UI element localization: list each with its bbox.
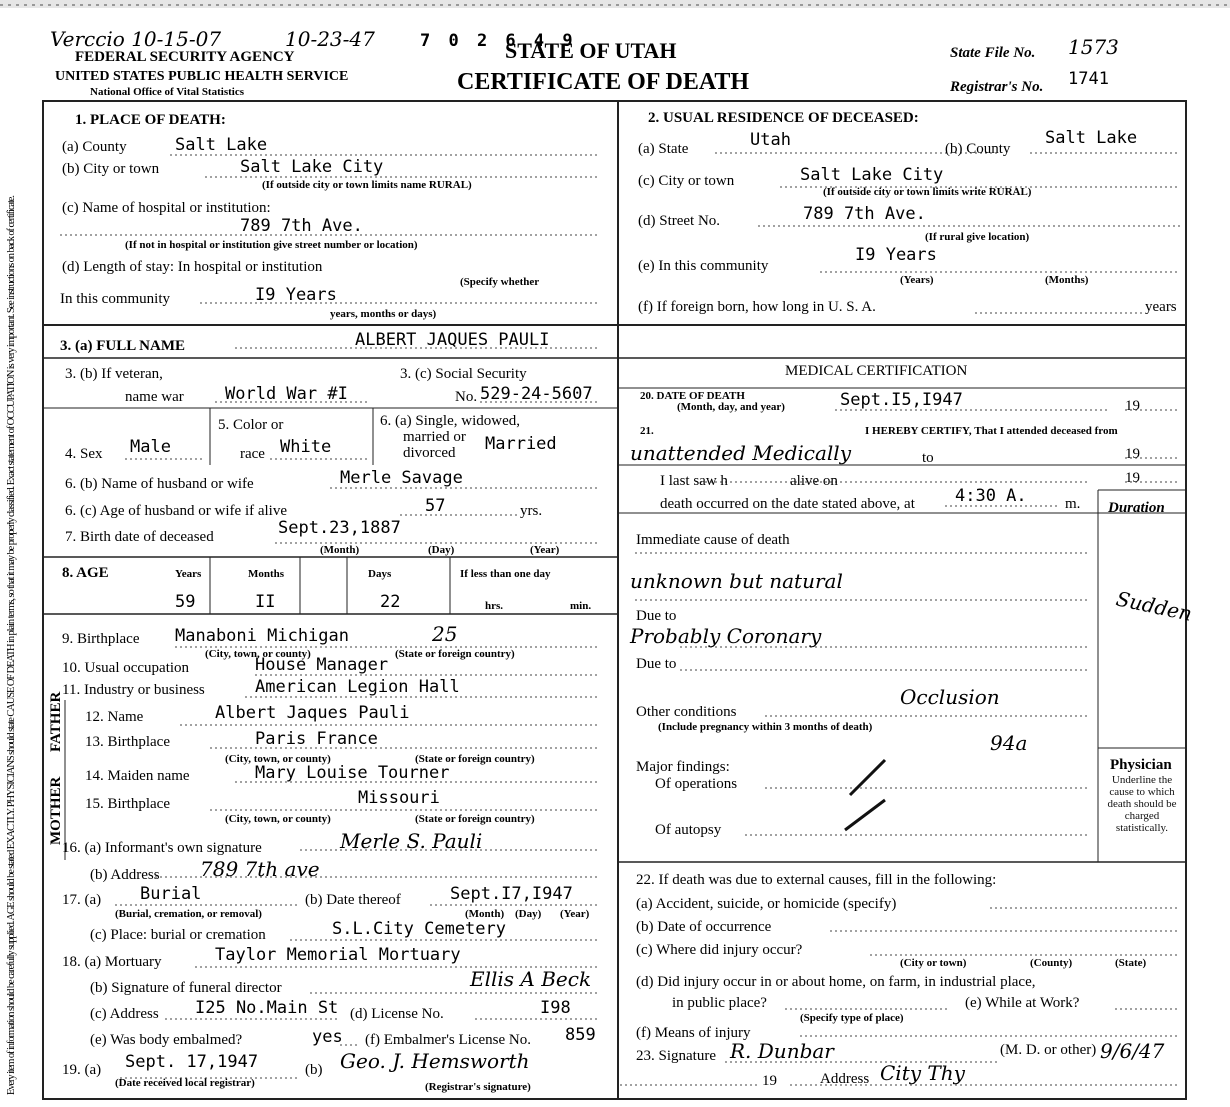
war-name: World War #I (225, 384, 348, 404)
age-min: min. (570, 600, 592, 612)
industry: American Legion Hall (255, 677, 460, 697)
operations-label: Of operations (655, 776, 738, 792)
license-number: I98 (540, 998, 571, 1018)
external-causes-label: 22. If death was due to external causes, fill in the following: (636, 872, 997, 888)
father-side-label: FATHER (48, 691, 64, 752)
res-city-note: (If outside city or town limits write RURAL) (823, 186, 1032, 198)
service-name: UNITED STATES PUBLIC HEALTH SERVICE (55, 69, 349, 84)
mother-side-label: MOTHER (48, 776, 64, 845)
immediate-cause: unknown but natural (630, 569, 843, 593)
res-street-label: (d) Street No. (638, 213, 721, 229)
father-state-caption: (State or foreign country) (415, 753, 535, 765)
specify-place-caption: (Specify type of place) (800, 1012, 904, 1024)
certify-text: I HEREBY CERTIFY, That I attended deceased from (865, 425, 1118, 437)
mother-birthplace: Missouri (358, 788, 440, 808)
nineteen-4: 19 (762, 1073, 777, 1089)
to-label: to (922, 450, 934, 466)
occurrence-label: (b) Date of occurrence (636, 919, 772, 935)
registrar-signature-label: (b) (305, 1062, 323, 1078)
duration-sudden: Sudden (1113, 586, 1195, 626)
death-occurred-label: death occurred on the date stated above, at (660, 496, 915, 512)
physician-signature: R. Dunbar (730, 1039, 834, 1063)
mortuary-address: I25 No.Main St (195, 998, 339, 1018)
res-months-unit: (Months) (1045, 274, 1089, 286)
birthplace: Manaboni Michigan (175, 626, 349, 646)
license-label: (d) License No. (350, 1006, 444, 1022)
state-file-number: 1573 (1068, 35, 1119, 59)
registrar-number: 1741 (1068, 69, 1109, 89)
mother-birthplace-label: 15. Birthplace (85, 796, 170, 812)
marital-label-3: divorced (403, 445, 456, 461)
death-date-num: 20. DATE OF DEATH (640, 390, 745, 402)
foreign-born-label: (f) If foreign born, how long in U. S. A. (638, 299, 876, 315)
age-days-label: Days (368, 568, 392, 580)
burial-date-label: (b) Date thereof (305, 892, 401, 908)
embalmed: yes (312, 1027, 343, 1047)
less-than-day-label: If less than one day (460, 568, 551, 580)
embalmed-label: (e) Was body embalmed? (90, 1032, 243, 1048)
res-state-label: (a) State (638, 141, 689, 157)
veteran-label: 3. (b) If veteran, (65, 366, 163, 382)
sex: Male (130, 437, 171, 457)
disposition: Burial (140, 884, 202, 904)
residence-heading: 2. USUAL RESIDENCE OF DECEASED: (648, 110, 919, 126)
classification-code: 94a (990, 731, 1028, 755)
sex-label: 4. Sex (65, 446, 103, 462)
nineteen-1: 19 (1125, 398, 1140, 414)
top-note-date: 10-23-47 (285, 27, 375, 51)
foreign-years-unit: years (1145, 299, 1177, 315)
day-caption: (Day) (428, 544, 455, 556)
full-name: ALBERT JAQUES PAULI (355, 330, 550, 350)
duration-heading: Duration (1108, 500, 1165, 516)
embalmer-license-label: (f) Embalmer's License No. (365, 1032, 531, 1048)
top-stamp-number: 7 0 2 6 4 9 (420, 31, 577, 51)
burial-place-label: (c) Place: burial or cremation (90, 927, 266, 943)
medical-heading: MEDICAL CERTIFICATION (785, 363, 968, 379)
spouse-age: 57 (425, 496, 446, 516)
occupation: House Manager (255, 655, 389, 675)
res-state: Utah (750, 130, 791, 150)
mortuary-address-label: (c) Address (90, 1006, 159, 1022)
certify-number: 21. (640, 425, 654, 437)
burial-year-caption: (Year) (560, 908, 590, 920)
mother-name-label: 14. Maiden name (85, 768, 190, 784)
res-county: Salt Lake (1045, 128, 1138, 148)
burial-day-caption: (Day) (515, 908, 542, 920)
hospital-name: 789 7th Ave. (240, 216, 363, 236)
birthplace-note: 25 (432, 622, 458, 646)
place-city-label: (b) City or town (62, 161, 160, 177)
injury-home-label: (d) Did injury occur in or about home, on farm, in industrial place, (636, 974, 1036, 990)
immediate-cause-label: Immediate cause of death (636, 532, 790, 548)
birthplace-label: 9. Birthplace (62, 631, 140, 647)
age-label: 8. AGE (62, 565, 109, 581)
place-heading: 1. PLACE OF DEATH: (75, 112, 226, 128)
date-of-death: Sept.I5,I947 (840, 390, 963, 410)
place-city-note: (If outside city or town limits name RURAL) (262, 179, 472, 191)
birth-date-label: 7. Birth date of deceased (65, 529, 214, 545)
md-caption: (M. D. or other) (1000, 1042, 1097, 1058)
informant-address-label: (b) Address (90, 867, 160, 883)
full-name-label: 3. (a) FULL NAME (60, 338, 185, 354)
father-name: Albert Jaques Pauli (215, 703, 410, 723)
race-label: race (240, 446, 265, 462)
burial-place: S.L.City Cemetery (332, 919, 506, 939)
mortuary: Taylor Memorial Mortuary (215, 945, 461, 965)
birth-date: Sept.23,1887 (278, 518, 401, 538)
mortuary-label: 18. (a) Mortuary (62, 954, 162, 970)
due-to-2-label: Due to (636, 656, 677, 672)
place-community: I9 Years (255, 285, 337, 305)
registrar-signature-caption: (Registrar's signature) (425, 1081, 531, 1093)
top-note: Verccio 10-15-07 (50, 27, 222, 51)
due-to-2: Occlusion (900, 685, 1000, 709)
res-community: I9 Years (855, 245, 937, 265)
funeral-director-label: (b) Signature of funeral director (90, 980, 282, 996)
physician-address-label: Address (820, 1071, 870, 1087)
ss-no-label: No. (455, 389, 478, 405)
specify-whether: (Specify whether (460, 276, 540, 288)
major-findings-label: Major findings: (636, 759, 730, 775)
spouse-name: Merle Savage (340, 468, 463, 488)
father-birthplace: Paris France (255, 729, 378, 749)
registrar-number-label: Registrar's No. (950, 79, 1044, 95)
place-community-note: years, months or days) (330, 308, 437, 320)
res-city-label: (c) City or town (638, 173, 735, 189)
res-years-unit: (Years) (900, 274, 934, 286)
social-security-number: 529-24-5607 (480, 384, 593, 404)
social-security-label: 3. (c) Social Security (400, 366, 527, 382)
marital-label: 6. (a) Single, widowed, (380, 413, 520, 429)
spouse-age-unit: yrs. (520, 503, 543, 519)
funeral-director-signature: Ellis A Beck (470, 967, 592, 991)
due-to-1: Probably Coronary (630, 624, 822, 648)
means-of-injury-label: (f) Means of injury (636, 1025, 751, 1041)
state-file-label: State File No. (950, 45, 1036, 61)
nineteen-3: 19 (1125, 470, 1140, 486)
hospital-note: (If not in hospital or institution give street number or location) (125, 239, 418, 251)
time-of-death: 4:30 A. (955, 486, 1027, 506)
burial-date: Sept.I7,I947 (450, 884, 573, 904)
age-years-label: Years (175, 568, 202, 580)
place-county: Salt Lake (175, 135, 268, 155)
place-county-label: (a) County (62, 139, 127, 155)
informant-address: 789 7th ave (200, 857, 320, 881)
mother-city-caption: (City, town, or county) (225, 813, 331, 825)
res-city: Salt Lake City (800, 165, 944, 185)
registrar-signature: Geo. J. Hemsworth (340, 1049, 530, 1073)
physician-title: Physician (1110, 757, 1172, 773)
race: White (280, 437, 332, 457)
year-caption: (Year) (530, 544, 560, 556)
disposition-label: 17. (a) (62, 892, 102, 908)
res-street-note: (If rural give location) (925, 231, 1030, 243)
res-community-label: (e) In this community (638, 258, 769, 274)
state-title: STATE OF UTAH (505, 38, 677, 63)
embalmer-license: 859 (565, 1025, 596, 1045)
side-instructions: Every item of information should be carefully supplied. AGE should be stated EXACTLY. PHYSICIANS should state CAUSE OF DEATH in plain terms, so that it may be properly classified. Exact statement of OCCUPATION is very important. See instructions on back of certificate. (6, 194, 17, 1095)
date-received: Sept. 17,1947 (125, 1052, 259, 1072)
occupation-label: 10. Usual occupation (62, 660, 190, 676)
date-received-caption: (Date received local registrar) (115, 1077, 255, 1089)
public-place-label: in public place? (672, 995, 767, 1011)
physician-address: City Thy (880, 1061, 965, 1085)
signature-label: 23. Signature (636, 1048, 716, 1064)
marital-label-2: married or (403, 429, 466, 445)
age-years: 59 (175, 592, 196, 612)
age-hrs: hrs. (485, 600, 504, 612)
due-to-1-label: Due to (636, 608, 677, 624)
industry-label: 11. Industry or business (62, 682, 205, 698)
place-city: Salt Lake City (240, 157, 384, 177)
physician-note: Underline the cause to which death should be charged statistically. (1107, 774, 1177, 834)
meridiem: m. (1065, 496, 1081, 512)
age-months: II (255, 592, 276, 612)
informant-signature: Merle S. Pauli (340, 829, 483, 853)
place-community-label: In this community (60, 291, 170, 307)
age-days: 22 (380, 592, 401, 612)
informant-signature-label: 16. (a) Informant's own signature (62, 840, 262, 856)
physician-note-box (1100, 774, 1184, 859)
res-county-label: (b) County (945, 141, 1011, 157)
received-label: 19. (a) (62, 1062, 102, 1078)
burial-date-caption: (Month) (465, 908, 505, 920)
name-war-label: name war (125, 389, 184, 405)
unattended-note: unattended Medically (630, 441, 852, 465)
birthplace-city-caption: (City, town, or county) (205, 648, 311, 660)
agency-name: FEDERAL SECURITY AGENCY (75, 49, 295, 65)
office-name: National Office of Vital Statistics (90, 86, 244, 98)
month-caption: (Month) (320, 544, 360, 556)
father-birthplace-label: 13. Birthplace (85, 734, 170, 750)
res-street: 789 7th Ave. (803, 204, 926, 224)
signature-date: 9/6/47 (1100, 1039, 1165, 1063)
spouse-label: 6. (b) Name of husband or wife (65, 476, 254, 492)
marital-status: Married (485, 434, 557, 454)
while-at-work-label: (e) While at Work? (965, 995, 1080, 1011)
nineteen-2: 19 (1125, 446, 1140, 462)
death-date-caption: (Month, day, and year) (677, 401, 785, 413)
disposition-caption: (Burial, cremation, or removal) (115, 908, 262, 920)
spouse-age-label: 6. (c) Age of husband or wife if alive (65, 503, 288, 519)
hospital-label: (c) Name of hospital or institution: (62, 200, 271, 216)
findings-pen-marks (845, 760, 885, 830)
father-city-caption: (City, town, or county) (225, 753, 331, 765)
mother-maiden-name: Mary Louise Tourner (255, 763, 450, 783)
certificate-title: CERTIFICATE OF DEATH (457, 69, 750, 95)
last-saw-label: I last saw h (660, 473, 728, 489)
length-of-stay-label: (d) Length of stay: In hospital or institution (62, 259, 323, 275)
injury-city-caption: (City or town) (900, 957, 967, 969)
injury-county-caption: (County) (1030, 957, 1073, 969)
color-label: 5. Color or (218, 417, 284, 433)
father-name-label: 12. Name (85, 709, 144, 725)
other-conditions-note: (Include pregnancy within 3 months of death) (658, 721, 873, 733)
other-conditions-label: Other conditions (636, 704, 737, 720)
birthplace-state-caption: (State or foreign country) (395, 648, 515, 660)
autopsy-label: Of autopsy (655, 822, 722, 838)
age-months-label: Months (248, 568, 285, 580)
alive-on-label: alive on (790, 473, 838, 489)
injury-where-label: (c) Where did injury occur? (636, 942, 803, 958)
injury-state-caption: (State) (1115, 957, 1147, 969)
mother-state-caption: (State or foreign country) (415, 813, 535, 825)
accident-label: (a) Accident, suicide, or homicide (specify) (636, 896, 897, 912)
